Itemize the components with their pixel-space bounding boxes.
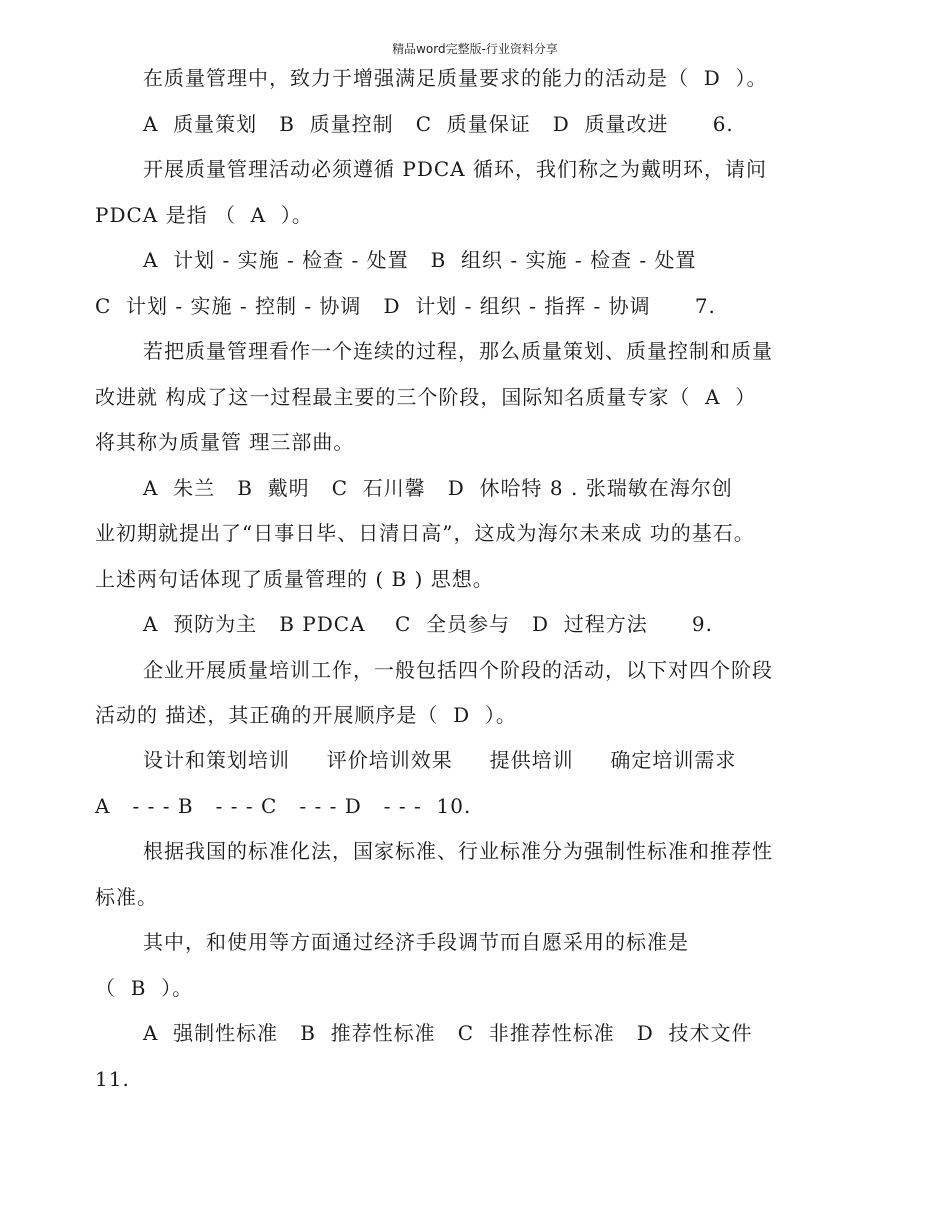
- text-line-15: 活动的 描述，其正确的开展顺序是（ D ）。: [95, 703, 517, 727]
- text-line-8: 改进就 构成了这一过程最主要的三个阶段，国际知名质量专家（ A ）: [95, 385, 757, 409]
- text-line-20: 其中，和使用等方面通过经济手段调节而自愿采用的标准是: [143, 930, 689, 954]
- text-line-14: 企业开展质量培训工作，一般包括四个阶段的活动，以下对四个阶段: [143, 658, 773, 682]
- text-line-21: （ B ）。: [95, 976, 194, 1000]
- text-line-22: A 强制性标准 B 推荐性标准 C 非推荐性标准 D 技术文件: [143, 1021, 753, 1045]
- text-line-3: 开展质量管理活动必须遵循 PDCA 循环，我们称之为戴明环，请问: [143, 157, 767, 181]
- text-line-4: PDCA 是指 （ A ）。: [95, 203, 313, 227]
- text-line-16: 设计和策划培训 评价培训效果 提供培训 确定培训需求: [143, 748, 737, 772]
- text-line-19: 标准。: [95, 885, 158, 909]
- page-header: 精品word完整版-行业资料分享: [392, 42, 558, 56]
- text-line-23: 11.: [95, 1067, 130, 1091]
- text-line-13: A 预防为主 B PDCA C 全员参与 D 过程方法 9.: [143, 612, 714, 636]
- text-line-2: A 质量策划 B 质量控制 C 质量保证 D 质量改进 6.: [143, 112, 734, 136]
- text-line-7: 若把质量管理看作一个连续的过程，那么质量策划、质量控制和质量: [143, 339, 773, 363]
- text-line-1: 在质量管理中，致力于增强满足质量要求的能力的活动是（ D ）。: [143, 66, 768, 90]
- text-line-6: C 计划 - 实施 - 控制 - 协调 D 计划 - 组织 - 指挥 - 协调 7.: [95, 294, 716, 318]
- text-line-9: 将其称为质量管 理三部曲。: [95, 430, 355, 454]
- text-line-10: A 朱兰 B 戴明 C 石川馨 D 休哈特 8 . 张瑞敏在海尔创: [143, 476, 733, 500]
- text-line-17: A - - - B - - - C - - - D - - - 10.: [95, 794, 472, 818]
- text-line-18: 根据我国的标准化法，国家标准、行业标准分为强制性标准和推荐性: [143, 839, 773, 863]
- text-line-5: A 计划 - 实施 - 检查 - 处置 B 组织 - 实施 - 检查 - 处置: [143, 248, 697, 272]
- text-line-11: 业初期就提出了“日事日毕、日清日高”，这成为海尔未来成 功的基石。: [95, 521, 755, 545]
- text-line-12: 上述两句话体现了质量管理的 ( B ) 思想。: [95, 567, 494, 591]
